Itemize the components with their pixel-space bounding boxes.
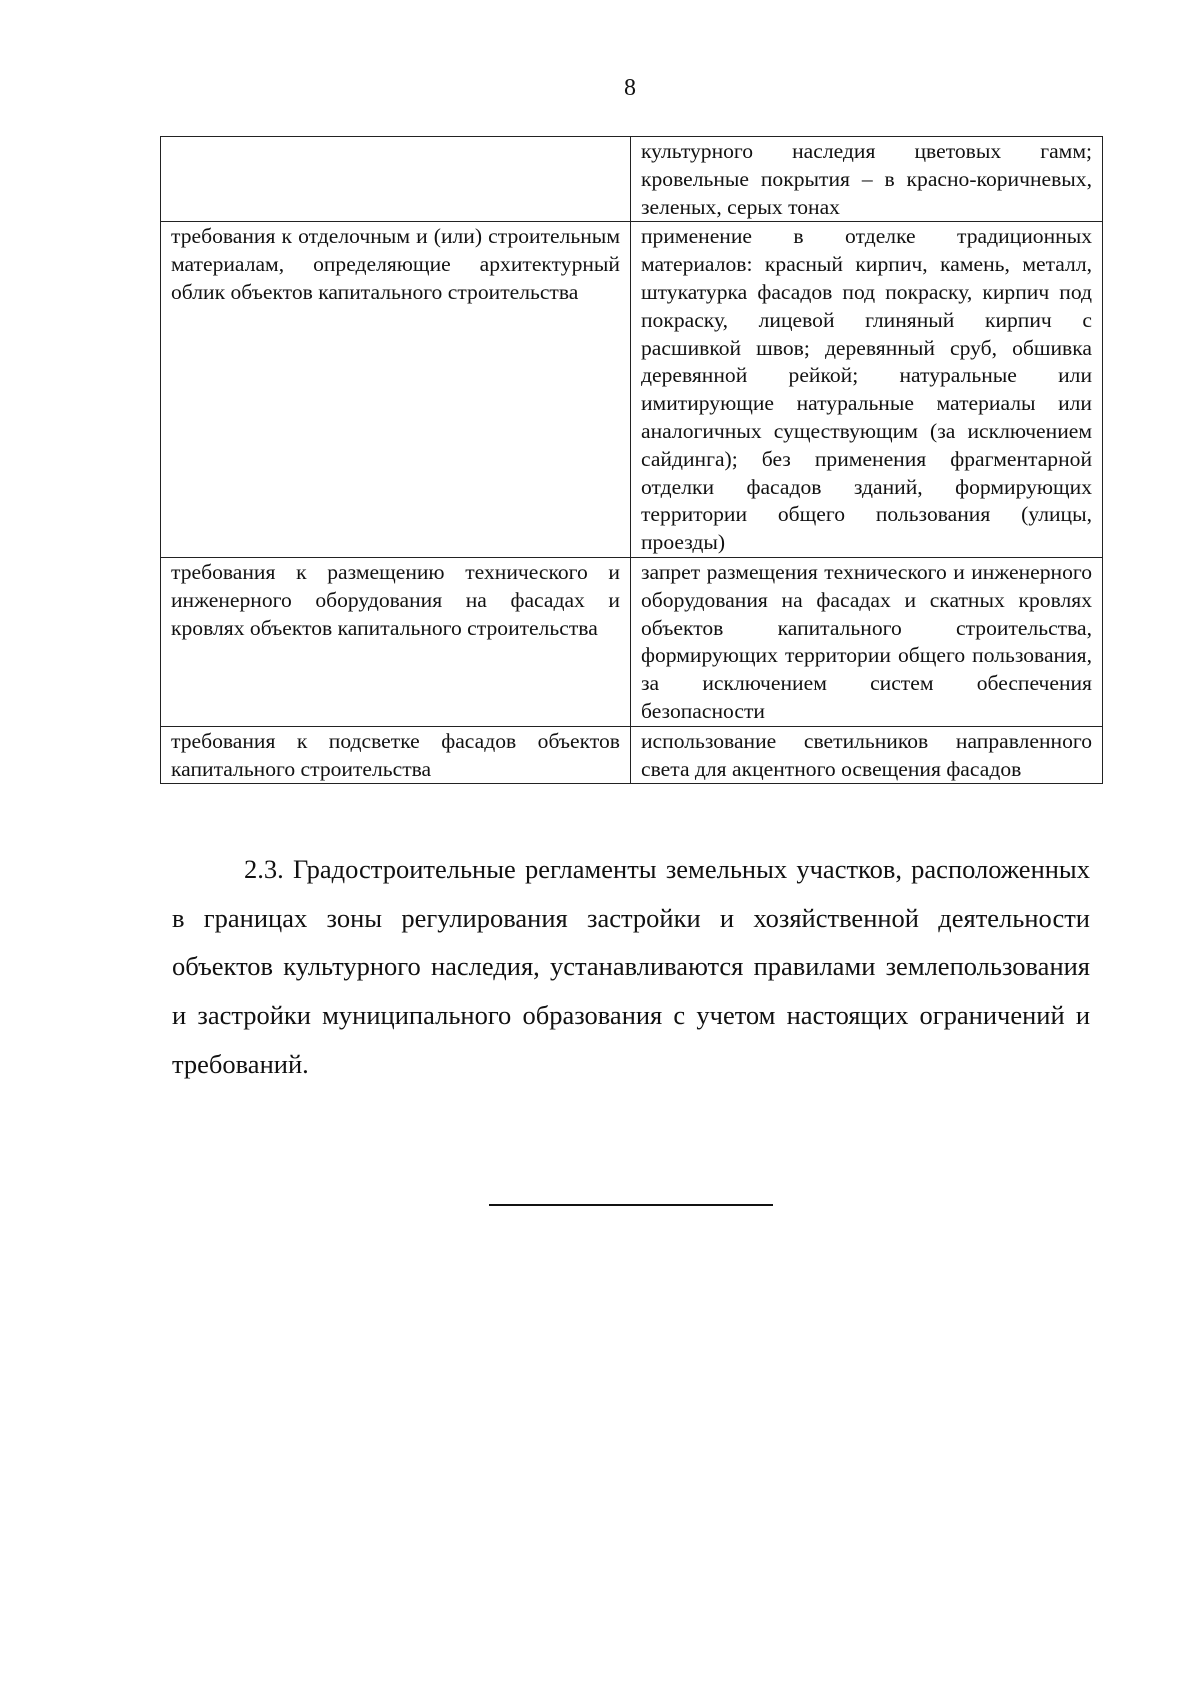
end-divider: [489, 1204, 773, 1206]
requirement-cell: требования к отделочным и (или) строительным материалам, определяющие архитектурный облик объектов капитального строительства: [161, 222, 631, 558]
section-2-3-paragraph: 2.3. Градостроительные регламенты земельных участков, расположенных в границах зоны регулирования застройки и хозяйственной деятельности объектов культурного наследия, устанавливаются правилами землепользования и застройки муниципального образования с учетом настоящих ограничений и требований.: [172, 854, 1090, 1079]
value-cell: применение в отделке традиционных материалов: красный кирпич, камень, металл, штукатурка фасадов под покраску, кирпич под покраску, лицевой глиняный кирпич с расшивкой швов; деревянный сруб, обшивка деревянной рейкой; натуральные или имитирующие натуральные материалы или аналогичных существующим (за исключением сайдинга); без применения фрагментарной отделки фасадов зданий, формирующих территории общего пользования (улицы, проезды): [631, 222, 1103, 558]
table-row: [161, 137, 1103, 222]
value-cell: запрет размещения технического и инженерного оборудования на фасадах и скатных кровлях объектов капитального строительства, формирующих территории общего пользования, за исключением систем обеспечения безопасности: [631, 557, 1103, 726]
requirement-cell: требования к подсветке фасадов объектов капитального строительства: [161, 726, 631, 784]
value-cell: использование светильников направленного света для акцентного освещения фасадов: [631, 726, 1103, 784]
requirement-cell: [161, 137, 631, 222]
table-row: [161, 557, 1103, 726]
value-cell: культурного наследия цветовых гамм; кровельные покрытия – в красно-коричневых, зеленых, серых тонах: [631, 137, 1103, 222]
requirements-table: [160, 136, 1103, 784]
table-row: [161, 222, 1103, 558]
table-row: [161, 726, 1103, 784]
requirement-cell: требования к размещению технического и инженерного оборудования на фасадах и кровлях объектов капитального строительства: [161, 557, 631, 726]
page-number: 8: [624, 75, 636, 101]
